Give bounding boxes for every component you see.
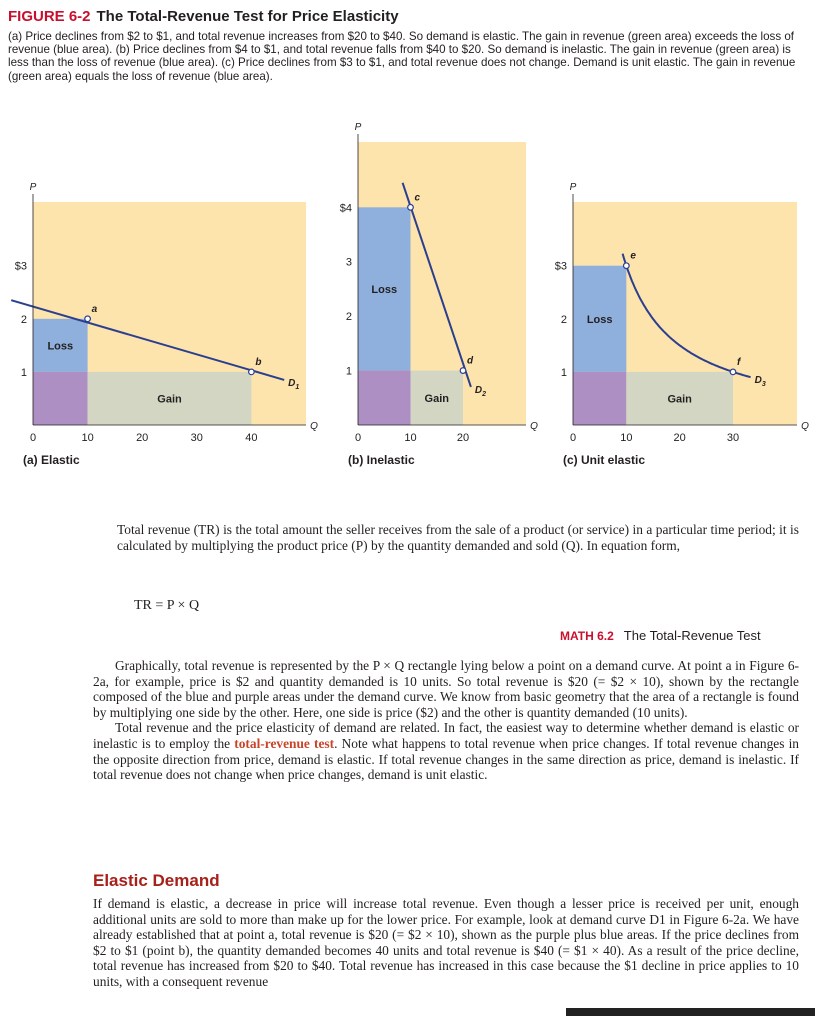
y-tick-label: 2 [560, 313, 567, 326]
panel-label: (b) Inelastic [348, 453, 415, 467]
x-tick-label: 40 [245, 432, 258, 444]
x-axis-label: Q [310, 421, 318, 432]
body-text-block-elastic [93, 896, 799, 990]
region-label-loss: Loss [47, 340, 74, 353]
x-tick-label: 0 [354, 432, 362, 444]
y-tick-label: 2 [20, 313, 27, 326]
y-tick-label: $3 [14, 260, 27, 273]
math-title: The Total-Revenue Test [623, 628, 761, 643]
figure-title: The Total-Revenue Test for Price Elasticity [96, 8, 399, 25]
demand-curve-label: $D_3$ [754, 375, 766, 389]
point-label-b: b [255, 356, 262, 368]
region-label-loss: Loss [371, 283, 398, 296]
x-tick-label: 30 [190, 432, 203, 444]
x-tick-label: 0 [29, 432, 37, 444]
section-heading-elastic-demand: Elastic Demand [93, 871, 220, 890]
y-axis-label: P [354, 122, 362, 133]
curve-point [460, 368, 466, 374]
region-label-loss: Loss [586, 313, 613, 326]
x-tick-label: 0 [569, 432, 577, 444]
demand-curve-label: $D_2$ [474, 384, 487, 398]
page-edge-bar [566, 1008, 815, 1016]
point-label-d: d [467, 355, 474, 367]
y-tick-label: 2 [345, 311, 352, 324]
x-tick-label: 10 [81, 432, 94, 444]
y-tick-label: 3 [345, 256, 352, 269]
panel-label: (a) Elastic [23, 453, 80, 467]
paragraph-total-revenue-test [93, 720, 799, 782]
purple-region [33, 372, 88, 425]
x-tick-label: 30 [726, 432, 740, 444]
total-revenue-formula: TR = P × Q [134, 598, 200, 613]
region-label-gain: Gain [667, 393, 692, 406]
x-tick-label: 10 [620, 432, 633, 444]
y-tick-label: 1 [560, 366, 567, 379]
point-label-f: f [737, 356, 741, 368]
figure-caption: (a) Price declines from $2 to $1, and total revenue increases from $20 to $40. So demand is elastic. The gain in revenue (green area) exceeds the loss of revenue (blue area). (b) Price declines from $4 to $1, and total revenue falls from $40 to $20. So demand is inelastic. The gain in revenue (green area) is less than the loss of revenue (blue area). (c) Price declines from $3 to $1, and total revenue does not change. Demand is unit elastic. The gain in revenue (green area) equals the loss of revenue (blue area). [8, 30, 796, 83]
x-tick-label: 20 [136, 432, 149, 444]
y-tick-label: $4 [339, 202, 352, 215]
paragraph-graphical-total-revenue: Graphically, total revenue is represented by the P × Q rectangle lying below a point on a demand curve. At point a in Figure 6-2a, for example, price is $2 and quantity demanded is 10 units. So total revenue is $20 (= $2 × 10), shown by the rectangle composed of the blue and purple areas under the demand curve. We know from basic geometry that the area of a rectangle is found by multiplying one side by the other. Here, one side is price ($2) and the other is quantity demanded (10 units). [93, 658, 799, 720]
paragraph-elastic-demand: If demand is elastic, a decrease in price will increase total revenue. Even though a lesser price is received per unit, enough additional units are sold to more than make up for the lower price. For example, look at demand curve D1 in Figure 6-2a. We have already established that at point a, total revenue is $20 (= $2 × 10), shown as the purple plus blue areas. If the price declines from $2 to $1 (point b), the quantity demanded becomes 40 units and total revenue is $40 (= $1 × 40). As a result of the price decline, total revenue has increased from $20 to $40. Total revenue has increased in this case because the $1 decline in price applies to 10 units, with a consequent revenue [93, 896, 799, 989]
point-label-e: e [630, 250, 636, 262]
purple-region [358, 371, 411, 425]
key-term-total-revenue-test: total-revenue test [234, 735, 335, 751]
point-label-c: c [414, 192, 421, 204]
paragraph-part: . Note what happens to total revenue when price changes. If total revenue changes in the opposite direction from price, demand is elastic. If total revenue changes in the same direction as price, demand is inelastic. If total revenue does not change when price changes, demand is unit elastic. [93, 735, 799, 783]
paragraph-total-revenue-definition: Total revenue (TR) is the total amount the seller receives from the sale of a product (or service) in a particular time period; it is calculated by multiplying the product price (P) by the quantity demanded and sold (Q). In equation form, [117, 522, 799, 553]
point-label-a: a [91, 303, 98, 315]
figure-number: FIGURE 6-2 [8, 8, 91, 25]
curve-point [408, 205, 414, 211]
math-tag: MATH 6.2 [560, 629, 614, 643]
x-tick-label: 10 [404, 432, 417, 444]
x-tick-label: 20 [456, 432, 470, 444]
y-axis-label: P [29, 182, 37, 193]
paragraph-part: Total revenue and the price elasticity of demand are related. In fact, the easiest way to determine whether demand is elastic or inelastic is to employ the [93, 720, 799, 751]
y-axis-label: P [569, 182, 577, 193]
curve-point [85, 316, 91, 322]
demand-curve-label: $D_1$ [288, 377, 300, 391]
region-label-gain: Gain [157, 393, 182, 406]
body-text-block [93, 658, 799, 783]
x-axis-label: Q [530, 421, 538, 432]
curve-point [730, 369, 736, 375]
y-tick-label: 1 [345, 365, 352, 378]
panel-label: (c) Unit elastic [563, 453, 646, 467]
curve-point [249, 369, 255, 375]
figure-heading [8, 8, 808, 26]
x-tick-label: 20 [673, 432, 686, 444]
purple-region [573, 372, 626, 425]
figure-charts [0, 120, 815, 480]
curve-point [624, 263, 630, 269]
y-tick-label: 1 [20, 366, 27, 379]
math-callout [560, 628, 761, 643]
y-tick-label: $3 [554, 260, 567, 273]
x-axis-label: Q [801, 421, 809, 432]
region-label-gain: Gain [424, 392, 449, 405]
